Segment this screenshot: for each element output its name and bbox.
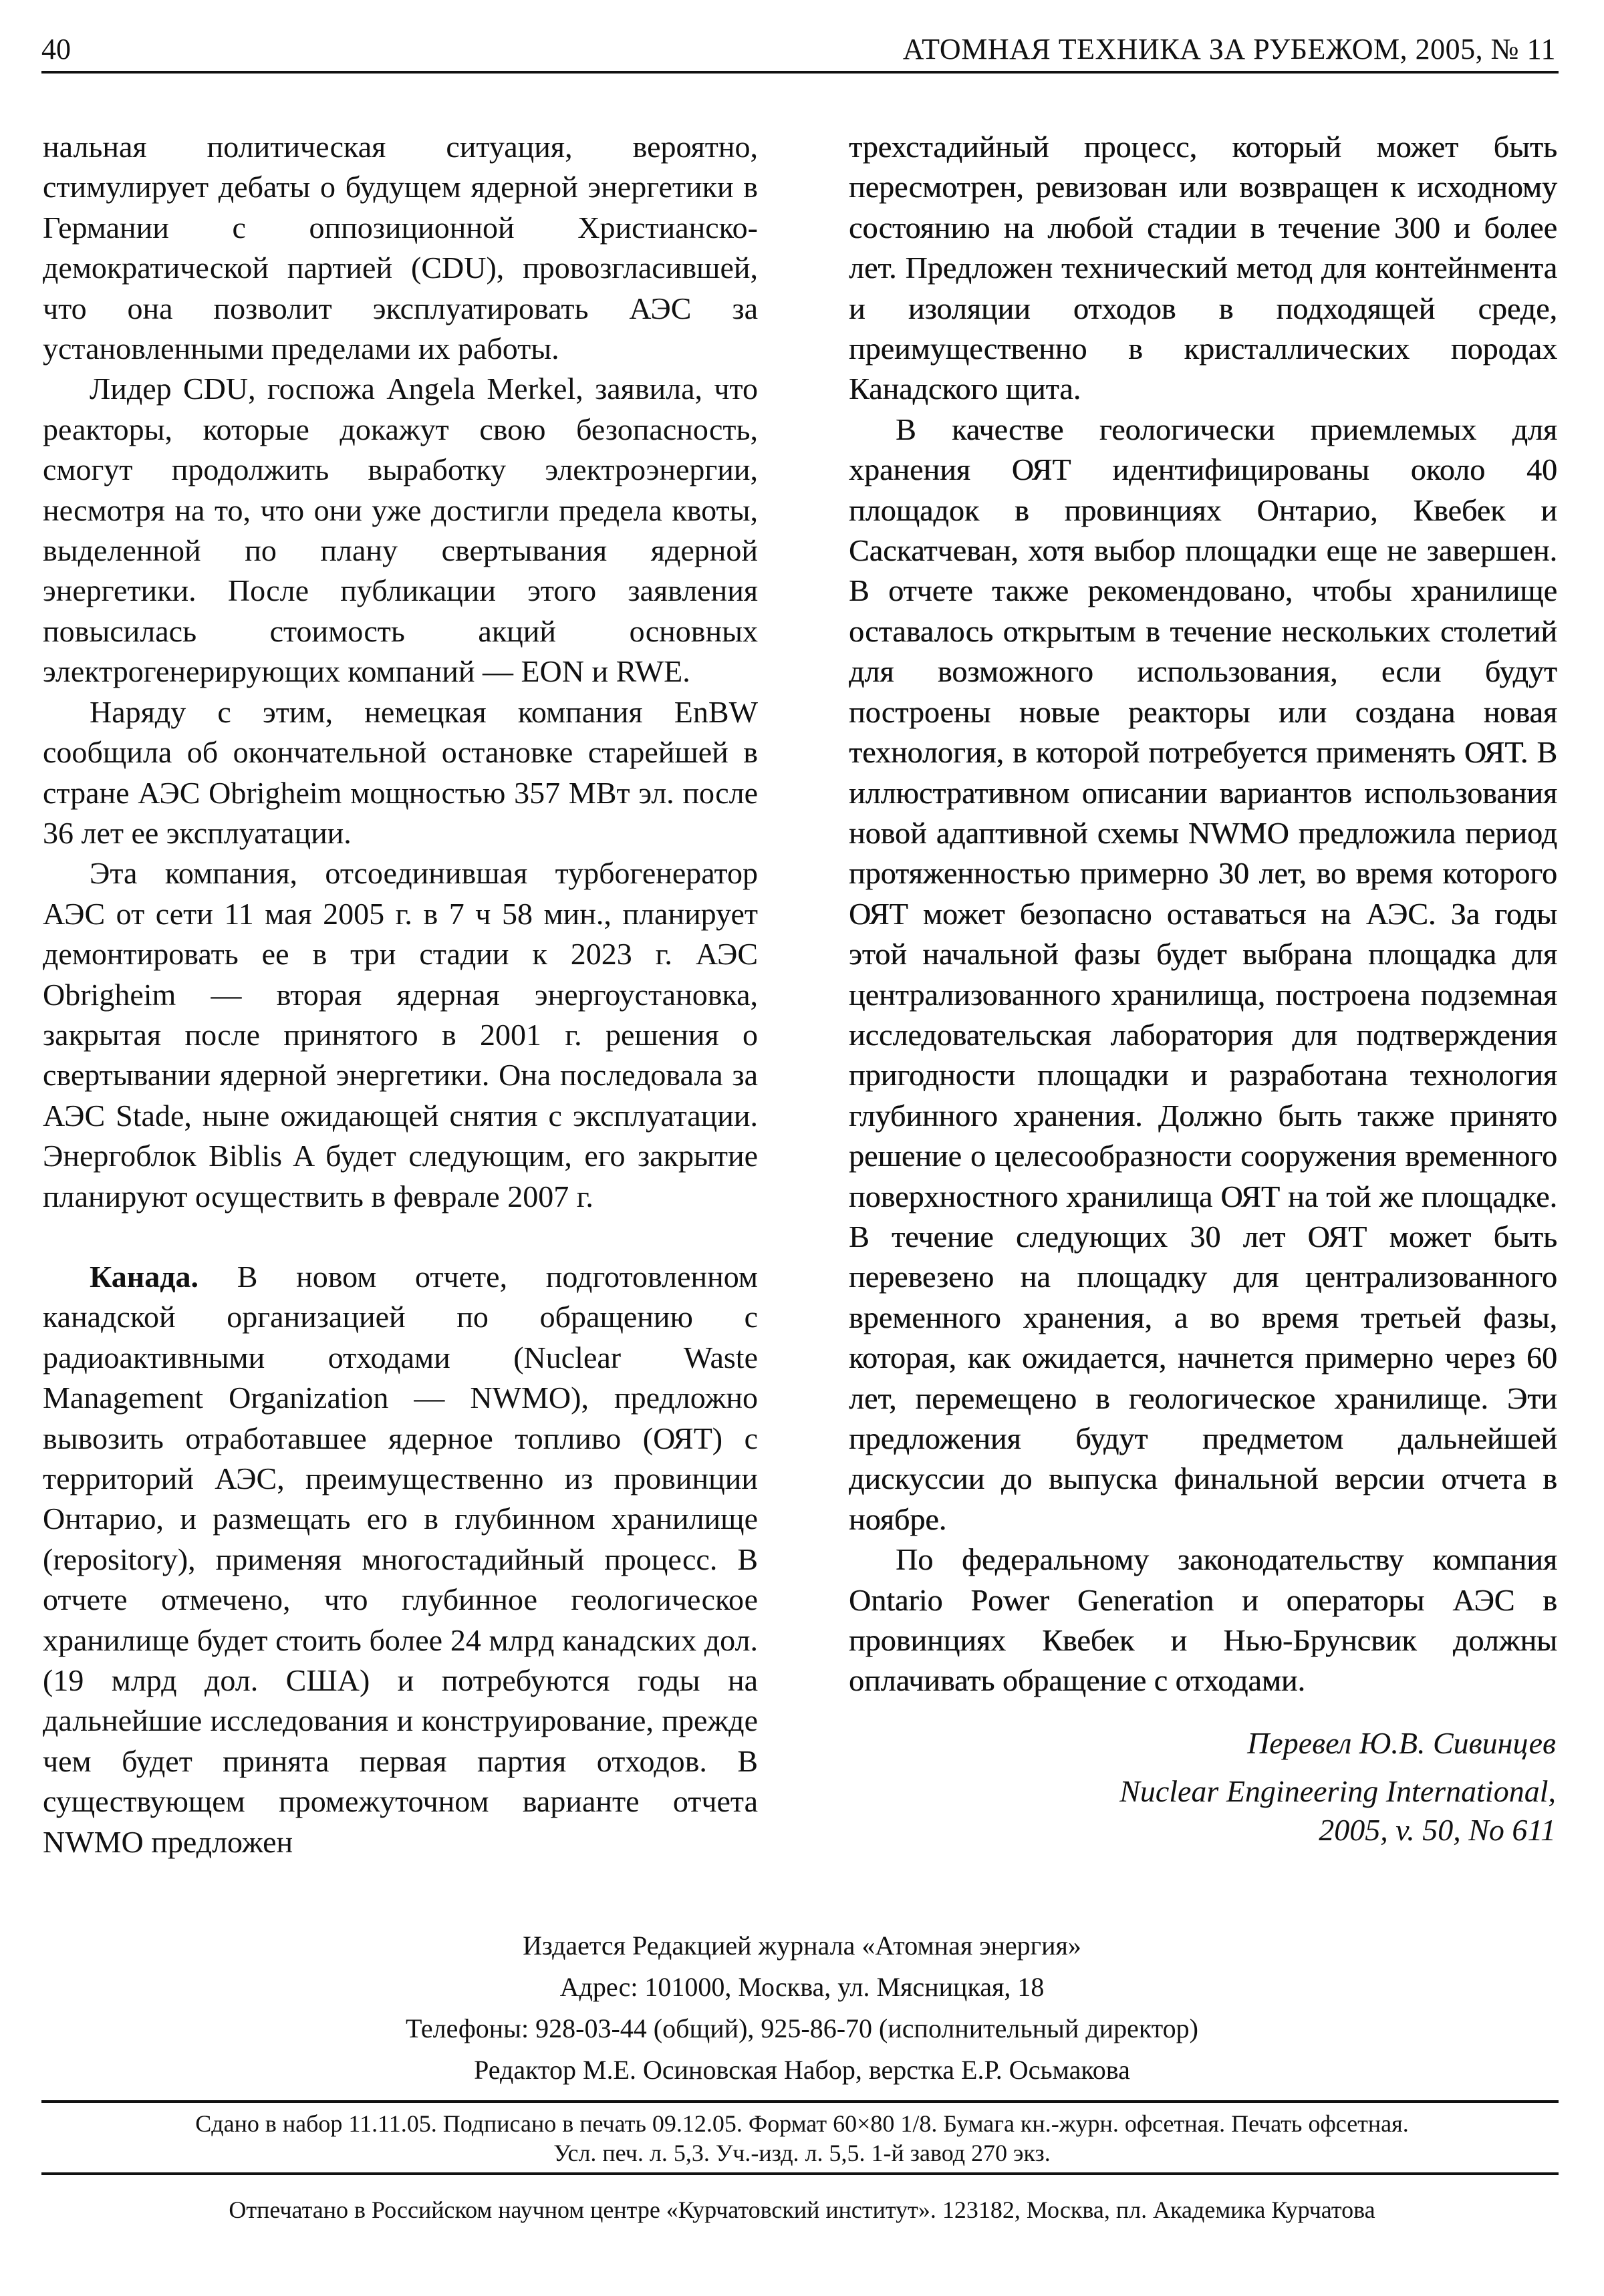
imprint-phones: Телефоны: 928-03-44 (общий), 925-86-70 (исполнительный директор) [405,2013,1198,2043]
canada-paragraph [43,1257,758,1862]
imprint-publisher: Издается Редакцией журнала «Атомная энергия» [523,1930,1081,1961]
paragraph: Наряду с этим, немецкая компания EnBW сообщила об окончательной остановке старейшей в стране АЭС Obrigheim мощностью 357 МВт эл. после 36 лет ее эксплуатации. [43,694,758,850]
printed-at: Отпечатано в Российском научном центре «Курчатовский институт». 123182, Москва, пл. Академика Курчатова [229,2196,1375,2223]
print-info: Усл. печ. л. 5,3. Уч.-изд. л. 5,5. 1-й завод 270 экз. [553,2140,1051,2166]
paragraph: нальная политическая ситуация, вероятно, стимулирует дебаты о будущем ядерной энергетики в Германии с оппозиционной Христианско-демократической партией (CDU), провозгласившей, что она позволит эксплуатировать АЭС за установленными пределами их работы. [43,130,758,366]
translator-credit: Перевел Ю.В. Сивинцев [1247,1726,1556,1760]
imprint-address: Адрес: 101000, Москва, ул. Мясницкая, 18 [559,1972,1045,2002]
source-line: Nuclear Engineering International, [1119,1774,1556,1808]
paragraph-text: В новом отчете, подготовленном канадской организацией по обращению с радиоактивными отходами (Nuclear Waste Management Organization — NWMO), предложно вывозить отработавшее ядерное топливо (ОЯТ) с территорий АЭС, преимущественно из провинции Онтарио, и размещать его в глубинном хранилище (repository), применяя многостадийный процесс. В отчете отмечено, что глубинное геологическое хранилище будет стоить более 24 млрд канадских дол. (19 млрд дол. США) и потребуются годы на дальнейшие исследования и конструирование, прежде чем будет принята первая партия отходов. В существующем промежуточном варианте отчета NWMO предложен [43,1259,759,1859]
imprint-editors: Редактор М.Е. Осиновская Набор, верстка Е.Р. Осьмакова [474,2055,1130,2085]
source-citation [1119,1772,1556,1850]
header-divider [41,71,1559,74]
paragraph: трехстадийный процесс, который может быть пересмотрен, ревизован или возвращен к исходному состоянию на любой стадии в течение 300 и более лет. Предложен технический метод для контейнмента и изоляции отходов в подходящей среде, преимущественно в кристаллических породах Канадского щита. [849,130,1557,406]
left-column [43,127,758,1862]
journal-running-title: АТОМНАЯ ТЕХНИКА ЗА РУБЕЖОМ, 2005, № 11 [902,33,1556,65]
right-column [849,127,1557,1701]
paragraph: По федеральному законодательству компания Ontario Power Generation и операторы АЭС в провинциях Квебек и Нью-Брунсвик должны оплачивать обращение с отходами. [849,1542,1557,1698]
paragraph: В качестве геологически приемлемых для хранения ОЯТ идентифицированы около 40 площадок в провинциях Онтарио, Квебек и Саскатчеван, хотя выбор площадки еще не завершен. В отчете также рекомендовано, чтобы хранилище оставалось открытым в течение нескольких столетий для возможного использования, если будут построены новые реакторы или создана новая технология, в которой потребуется применять ОЯТ. В иллюстративном описании вариантов использования новой адаптивной схемы NWMO предложила период протяженностью примерно 30 лет, во время которого ОЯТ может безопасно оставаться на АЭС. За годы этой начальной фазы будет выбрана площадка для централизованного хранилища, построена подземная исследовательская лаборатория для подтверждения пригодности площадки и разработана технология глубинного хранения. Должно быть также принято решение о целесообразности сооружения временного поверхностного хранилища ОЯТ на той же площадке. В течение следующих 30 лет ОЯТ может быть перевезено на площадку для централизованного временного хранения, а во время третьей фазы, которая, как ожидается, начнется примерно через 60 лет, перемещено в геологическое хранилище. Эти предложения будут предметом дальнейшей дискуссии до выпуска финальной версии отчета в ноябре. [849,412,1557,1536]
footer-divider [41,2100,1559,2103]
source-line: 2005, v. 50, No 611 [1319,1813,1556,1847]
paragraph: Эта компания, отсоединившая турбогенератор АЭС от сети 11 мая 2005 г. в 7 ч 58 мин., планирует демонтировать ее в три стадии к 2023 г. АЭС Obrigheim — вторая ядерная энергоустановка, закрытая после принятого в 2001 г. решения о свертывании ядерной энергетики. Она последовала за АЭС Stade, ныне ожидающей снятия с эксплуатации. Энергоблок Biblis A будет следующим, его закрытие планируют осуществить в феврале 2007 г. [43,856,758,1213]
section-heading-canada: Канада. [90,1259,199,1294]
paragraph: Лидер CDU, госпожа Angela Merkel, заявила, что реакторы, которые докажут свою безопасность, смогут продолжить выработку электроэнергии, несмотря на то, что они уже достигли предела квоты, выделенной по плану свертывания ядерной энергетики. После публикации этого заявления повысилась стоимость акций основных электрогенерирующих компаний — EON и RWE. [43,372,758,689]
print-info: Сдано в набор 11.11.05. Подписано в печать 09.12.05. Формат 60×80 1/8. Бумага кн.-журн. офсетная. Печать офсетная. [195,2110,1409,2137]
page-number: 40 [41,33,71,65]
footer-divider [41,2172,1559,2175]
